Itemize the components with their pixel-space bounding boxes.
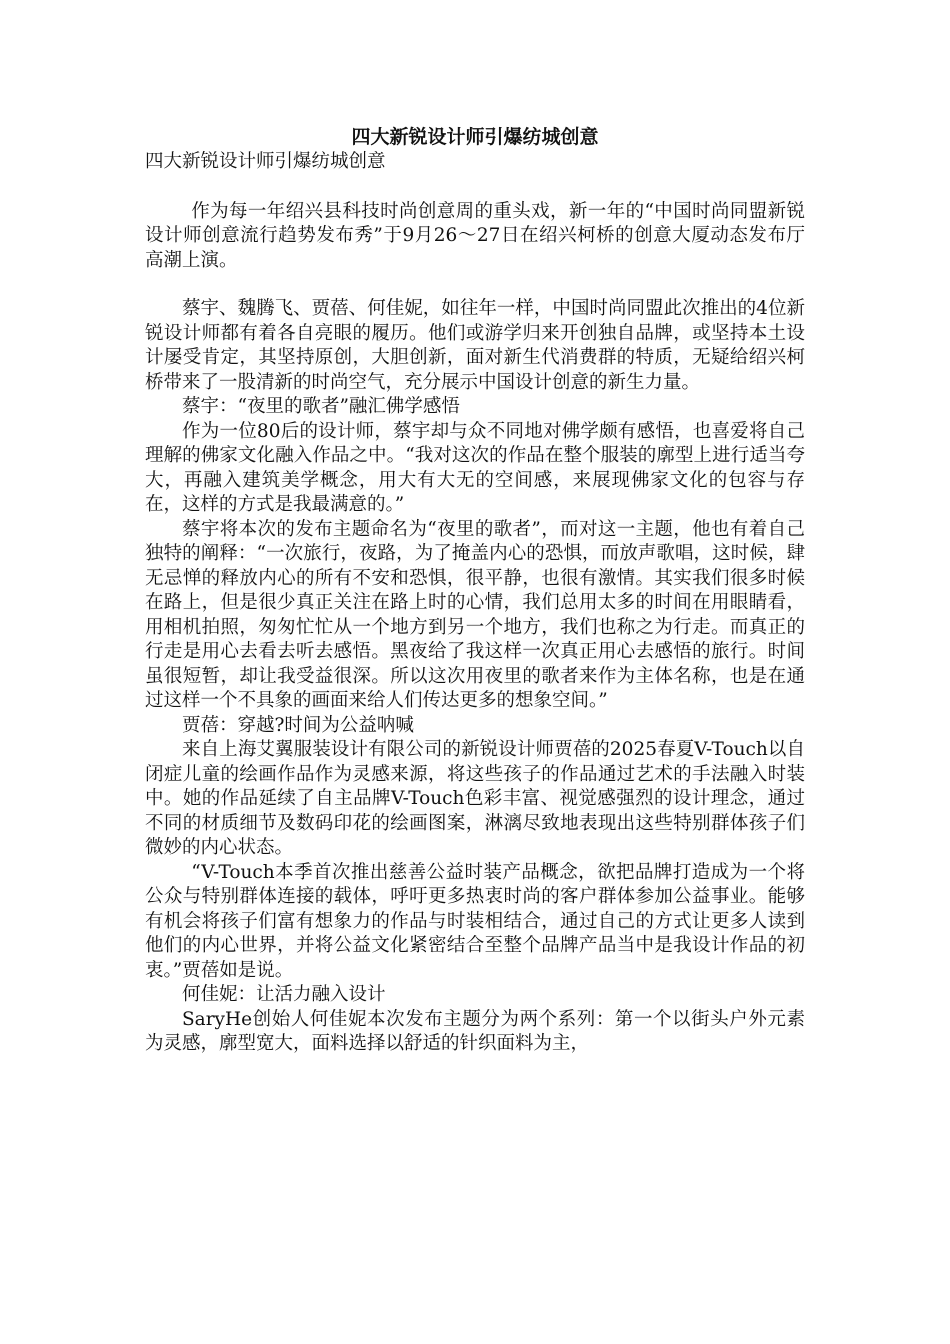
paragraph-cai-yu-1: 作为一位80后的设计师，蔡宇却与众不同地对佛学颇有感悟，也喜爱将自己理解的佛家文化融入作品之中。“我对这次的作品在整个服装的廓型上进行适当夸大，再融入建筑美学概念，用大有大无的空间感，来展现佛家文化的包容与存在，这样的方式是我最满意的。” <box>145 420 805 515</box>
paragraph-he-jiani-1: SaryHe创始人何佳妮本次发布主题分为两个系列：第一个以街头户外元素为灵感，廓型宽大，面料选择以舒适的针织面料为主， <box>145 1008 805 1054</box>
document-subtitle: 四大新锐设计师引爆纺城创意 <box>145 151 386 172</box>
document-title: 四大新锐设计师引爆纺城创意 <box>351 126 599 148</box>
section-heading-jia-bei: 贾蓓：穿越?时间为公益呐喊 <box>182 714 414 736</box>
section-heading-he-jiani: 何佳妮：让活力融入设计 <box>182 984 386 1005</box>
section-heading-cai-yu: 蔡宇：“夜里的歌者”融汇佛学感悟 <box>182 396 460 417</box>
paragraph-intro: 作为每一年绍兴县科技时尚创意周的重头戏，新一年的“中国时尚同盟新锐设计师创意流行趋势发布秀”于9月26～27日在绍兴柯桥的创意大厦动态发布厅高潮上演。 <box>145 200 805 271</box>
paragraph-jia-bei-1: 来自上海艾翼服装设计有限公司的新锐设计师贾蓓的2025春夏V-Touch以自闭症儿童的绘画作品作为灵感来源，将这些孩子的作品通过艺术的手法融入时装中。她的作品延续了自主品牌V-Touch色彩丰富、视觉感强烈的设计理念，通过不同的材质细节及数码印花的绘画图案，淋漓尽致地表现出这些特别群体孩子们微妙的内心状态。 <box>145 739 805 858</box>
paragraph-cai-yu-2: 蔡宇将本次的发布主题命名为“夜里的歌者”，而对这一主题，他也有着自己独特的阐释：“一次旅行，夜路，为了掩盖内心的恐惧，而放声歌唱，这时候，肆无忌惮的释放内心的所有不安和恐惧，很平静，也很有激情。其实我们很多时候在路上，但是很少真正关注在路上时的心情，我们总用太多的时间在用眼睛看，用相机拍照，匆匆忙忙从一个地方到另一个地方，我们也称之为行走。而真正的行走是用心去看去听去感悟。黑夜给了我这样一次真正用心去感悟的旅行。时间虽很短暂，却让我受益很深。所以这次用夜里的歌者来作为主体名称，也是在通过这样一个不具象的画面来给人们传达更多的想象空间。” <box>145 518 805 711</box>
document-body <box>145 150 805 1057</box>
paragraph-designers: 蔡宇、魏腾飞、贾蓓、何佳妮，如往年一样，中国时尚同盟此次推出的4位新锐设计师都有着各自亮眼的履历。他们或游学归来开创独自品牌，或坚持本土设计屡受肯定，其坚持原创，大胆创新，面对新生代消费群的特质，无疑给绍兴柯桥带来了一股清新的时尚空气，充分展示中国设计创意的新生力量。 <box>145 298 805 393</box>
paragraph-jia-bei-quote: “V-Touch本季首次推出慈善公益时装产品概念，欲把品牌打造成为一个将公众与特别群体连接的载体，呼吁更多热衷时尚的客户群体参加公益事业。能够有机会将孩子们富有想象力的作品与时装相结合，通过自己的方式让更多人读到他们的内心世界，并将公益文化紧密结合至整个品牌产品当中是我设计作品的初衷。”贾蓓如是说。 <box>145 861 805 981</box>
